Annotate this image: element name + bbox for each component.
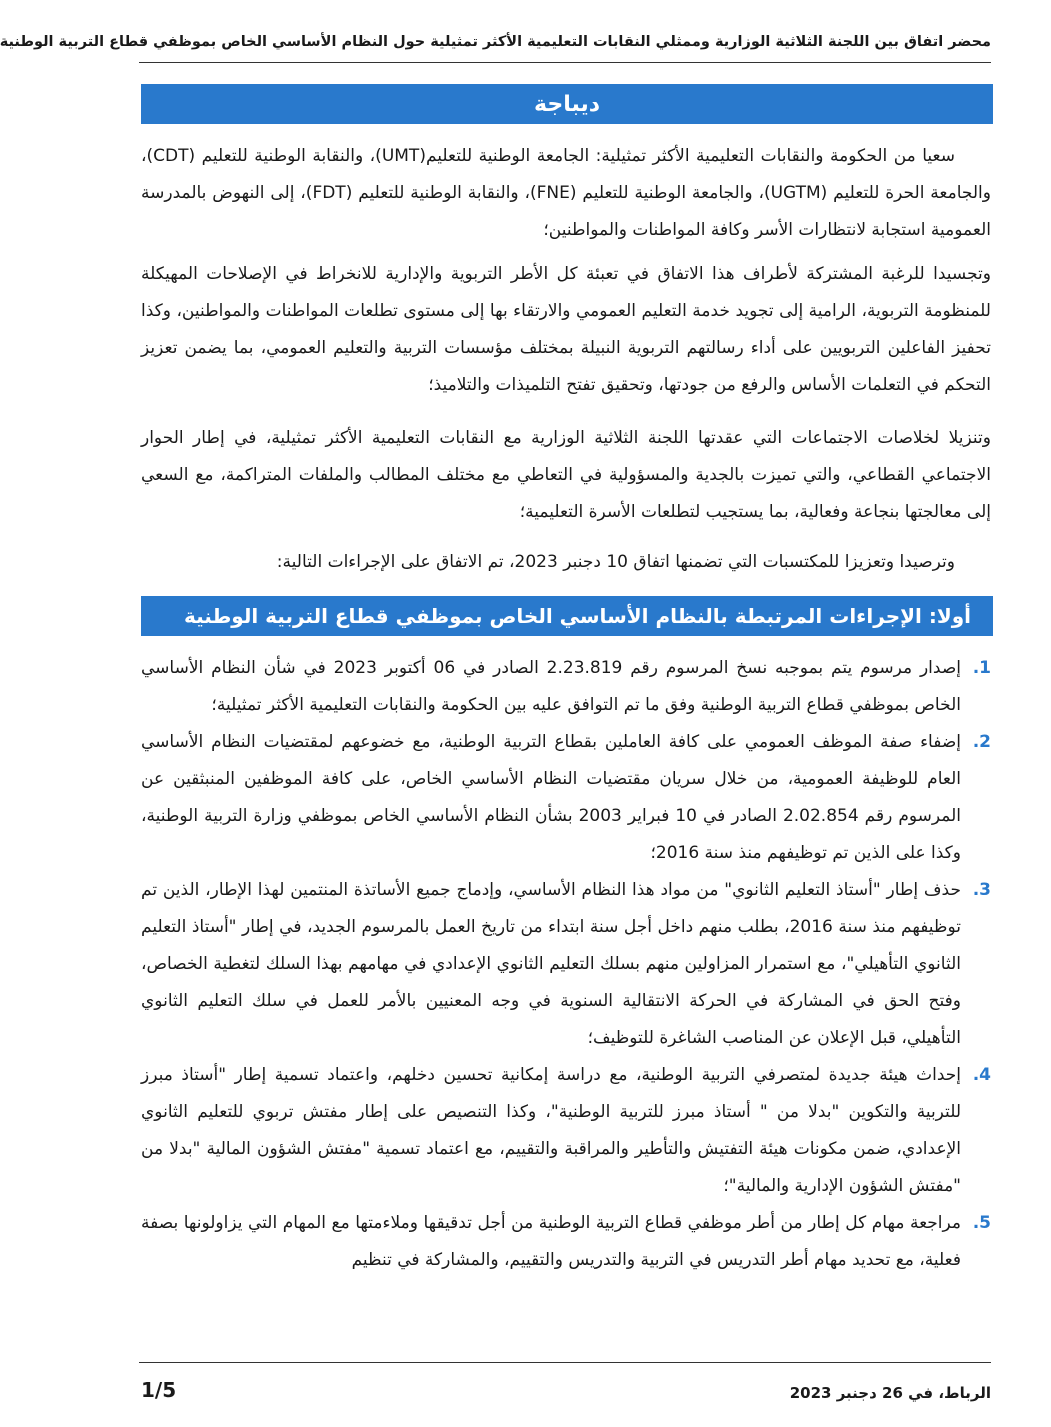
list-item: [141, 1057, 991, 1205]
list-item: [141, 872, 991, 1057]
list-item-number: 5.: [972, 1213, 991, 1233]
preamble-paragraph-1-text: سعيا من الحكومة والنقابات التعليمية الأكثر تمثيلية: الجامعة الوطنية للتعليم(UMT)، والنقابة الوطنية للتعليم (CDT)، والجامعة الحرة للتعليم (UGTM)، والجامعة الوطنية للتعليم (FNE)، والنقابة الوطنية للتعليم (FDT)، إلى النهوض بالمدرسة العمومية استجابة لانتظارات الأسر وكافة المواطنات والمواطنين؛: [141, 146, 991, 240]
preamble-paragraph-3-text: وتنزيلا لخلاصات الاجتماعات التي عقدتها اللجنة الثلاثية الوزارية مع النقابات التعليمية الأكثر تمثيلية، في إطار الحوار الاجتماعي القطاعي، والتي تميزت بالجدية والمسؤولية في التعاطي مع مختلف المطالب والملفات المتراكمة، مع السعي إلى معالجتها بنجاعة وفعالية، بما يستجيب لتطلعات الأسرة التعليمية؛: [141, 428, 991, 522]
preamble-paragraph-1: [141, 138, 991, 249]
list-item-number: 3.: [972, 880, 991, 900]
list-item-text: حذف إطار "أستاذ التعليم الثانوي" من مواد هذا النظام الأساسي، وإدماج جميع الأساتذة المنتمين لهذا الإطار، الذين تم توظيفهم منذ سنة 2016، بطلب منهم داخل أجل سنة ابتداء من تاريخ العمل بالمرسوم الجديد، في إطار "أستاذ التعليم الثانوي التأهيلي"، مع استمرار المزاولين منهم بسلك التعليم الثانوي الإعدادي في مهامهم بهذا السلك لتغطية الخصاص، وفتح الحق في المشاركة في الحركة الانتقالية السنوية في وجه المعنيين بالأمر للعمل في سلك التعليم الثانوي التأهيلي، قبل الإعلان عن المناصب الشاغرة للتوظيف؛: [141, 880, 961, 1048]
list-item-text: إصدار مرسوم يتم بموجبه نسخ المرسوم رقم 2.23.819 الصادر في 06 أكتوبر 2023 في شأن النظام الأساسي الخاص بموظفي قطاع التربية الوطنية وفق ما تم التوافق عليه بين الحكومة والنقابات التعليمية الأكثر تمثيلية؛: [141, 658, 961, 715]
footer-date: الرباط، في 26 دجنبر 2023: [789, 1384, 991, 1402]
list-item-text: مراجعة مهام كل إطار من أطر موظفي قطاع التربية الوطنية من أجل تدقيقها وملاءمتها مع المهام التي يزاولونها بصفة فعلية، مع تحديد مهام أطر التدريس في التربية والتدريس والتقييم، والمشاركة في تنظيم: [141, 1213, 961, 1270]
list-item: [141, 1205, 991, 1279]
preamble-paragraph-4: [141, 544, 991, 581]
section-1-list: [141, 650, 991, 1279]
header-divider: [139, 62, 991, 63]
preamble-paragraph-4-text: وترصيدا وتعزيزا للمكتسبات التي تضمنها اتفاق 10 دجنبر 2023، تم الاتفاق على الإجراءات التالية:: [276, 552, 955, 572]
page-number: 1/5: [141, 1378, 177, 1402]
preamble-heading: ديباجة: [141, 84, 993, 124]
list-item-number: 4.: [972, 1065, 991, 1085]
page-header-title: محضر اتفاق بين اللجنة الثلاثية الوزارية وممثلي النقابات التعليمية الأكثر تمثيلية حول النظام الأساسي الخاص بموظفي قطاع التربية الوطنية: [0, 34, 991, 50]
list-item: [141, 724, 991, 872]
footer-divider: [139, 1362, 991, 1363]
list-item-text: إحداث هيئة جديدة لمتصرفي التربية الوطنية، مع دراسة إمكانية تحسين دخلهم، واعتماد تسمية إطار "أستاذ مبرز للتربية والتكوين "بدلا من " أستاذ مبرز للتربية الوطنية"، وكذا التنصيص على إطار مفتش تربوي للتعليم الثانوي الإعدادي، ضمن مكونات هيئة التفتيش والتأطير والمراقبة والتقييم، مع اعتماد تسمية "مفتش الشؤون المالية "بدلا من "مفتش الشؤون الإدارية والمالية"؛: [141, 1065, 961, 1196]
list-item-number: 2.: [972, 732, 991, 752]
preamble-paragraph-3: [141, 420, 991, 531]
preamble-paragraph-2-text: وتجسيدا للرغبة المشتركة لأطراف هذا الاتفاق في تعبئة كل الأطر التربوية والإدارية للانخراط في الإصلاحات المهيكلة للمنظومة التربوية، الرامية إلى تجويد خدمة التعليم العمومي والارتقاء بها إلى مستوى تطلعات المواطنات والمواطنين، وكذا تحفيز الفاعلين التربويين على أداء رسالتهم التربوية النبيلة بمختلف مؤسسات التربية والتعليم العمومي، بما يضمن تعزيز التحكم في التعلمات الأساس والرفع من جودتها، وتحقيق تفتح التلميذات والتلاميذ؛: [141, 264, 991, 395]
list-item: [141, 650, 991, 724]
list-item-text: إضفاء صفة الموظف العمومي على كافة العاملين بقطاع التربية الوطنية، مع خضوعهم لمقتضيات النظام الأساسي العام للوظيفة العمومية، من خلال سريان مقتضيات النظام الأساسي الخاص، على كافة الموظفين المنبثقين عن المرسوم رقم 2.02.854 الصادر في 10 فبراير 2003 بشأن النظام الأساسي الخاص بموظفي وزارة التربية الوطنية، وكذا على الذين تم توظيفهم منذ سنة 2016؛: [141, 732, 961, 863]
section-1-heading: أولا: الإجراءات المرتبطة بالنظام الأساسي الخاص بموظفي قطاع التربية الوطنية: [141, 596, 993, 636]
list-item-number: 1.: [972, 658, 991, 678]
preamble-paragraph-2: [141, 256, 991, 404]
